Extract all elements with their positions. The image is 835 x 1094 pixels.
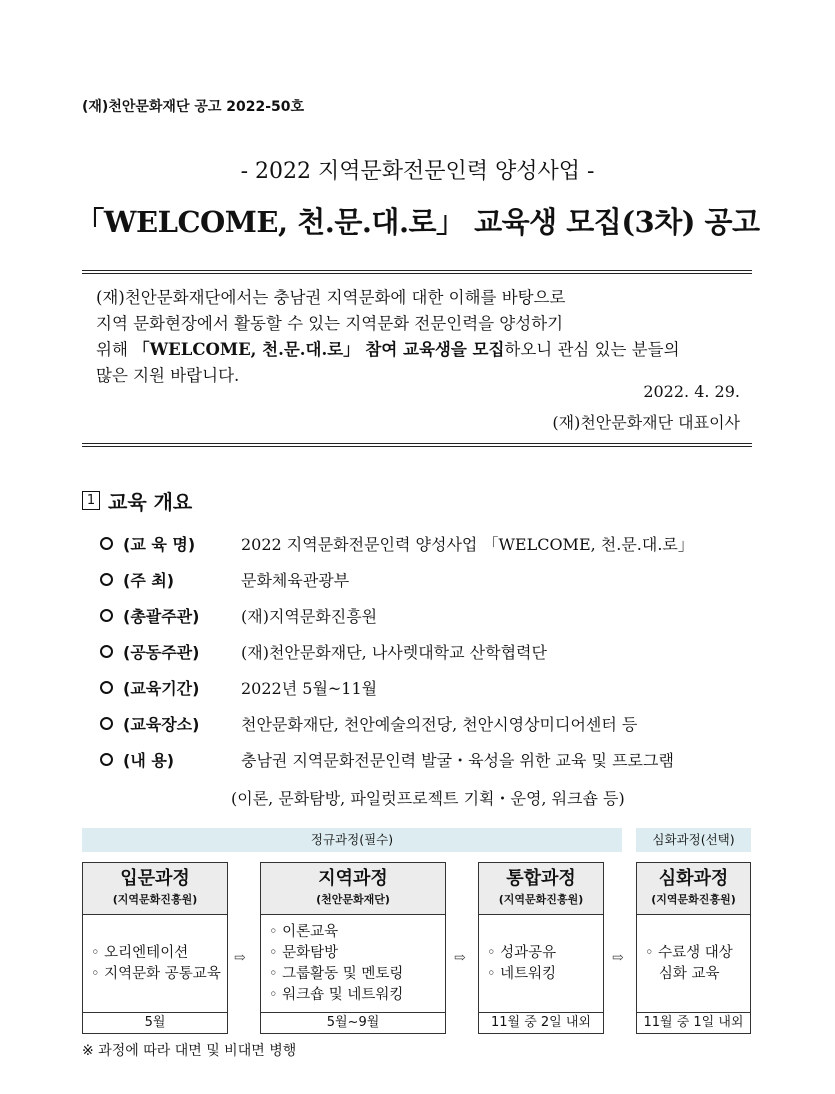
stage-name: 지역과정 [318,868,388,889]
signature: (재)천안문화재단 대표이사 [552,413,740,432]
bullet-circle-icon [100,645,113,658]
stage-item: ◦ 성과공유 [487,944,557,961]
stage-header [637,863,750,915]
intro-line: (재)천안문화재단에서는 충남권 지역문화에 대한 이해를 바탕으로 [96,288,566,307]
stage-item: ◦ 워크숍 및 네트워킹 [269,986,404,1003]
overview-continuation: (이론, 문화탐방, 파일럿프로젝트 기획・운영, 워크숍 등) [231,789,625,808]
section-number-box: 1 [82,491,100,510]
notice-date: 2022. 4. 29. [643,382,740,401]
top-rule-double [82,273,752,274]
stage-body [479,915,603,1012]
footnote: ※ 과정에 따라 대면 및 비대면 병행 [82,1043,297,1059]
stage-name: 입문과정 [120,868,190,889]
bullet-circle-icon [100,717,113,730]
bullet-circle-icon [100,573,113,586]
overview-value: (재)천안문화재단, 나사렛대학교 산학협력단 [241,642,547,662]
overview-label: (교육장소) [123,714,200,734]
stage-item: ◦ 네트워킹 [487,965,557,982]
intro-paragraph [96,285,736,389]
stage-header [479,863,603,915]
stage-body [261,915,445,1012]
arrow-right-icon: ⇨ [234,950,246,966]
stage-org: (지역문화진흥원) [498,893,584,906]
stage-item: ◦ 지역문화 공통교육 [91,965,221,982]
bullet-circle-icon [100,537,113,550]
overview-label: (공동주관) [123,642,200,662]
overview-label: (내 용) [123,750,175,770]
overview-value: 천안문화재단, 천안예술의전당, 천안시영상미디어센터 등 [241,714,638,734]
overview-row [100,530,694,556]
intro-line: 지역 문화현장에서 활동할 수 있는 지역문화 전문인력을 양성하기 [96,314,564,333]
stage-item: ◦ 오리엔테이션 [91,944,189,961]
overview-row [100,746,674,772]
stage-period: 5월~9월 [261,1012,445,1033]
stage-period: 5월 [83,1012,227,1033]
intro-line: 많은 지원 바랍니다. [96,366,240,385]
bullet-circle-icon [100,753,113,766]
overview-label: (총괄주관) [123,606,200,626]
overview-row [100,710,637,736]
arrow-right-icon: ⇨ [454,950,466,966]
intro-line [96,337,736,363]
arrow-right-icon: ⇨ [612,950,624,966]
page-title: 「WELCOME, 천.문.대.로」 교육생 모집(3차) 공고 [75,205,760,239]
notice-number: (재)천안문화재단 공고 2022-50호 [82,99,305,115]
overview-row [100,638,547,664]
stage-body [83,915,227,1012]
stage-org: (지역문화진흥원) [112,893,198,906]
bottom-rule-double [82,446,752,447]
advanced-course-bar: 심화과정(선택) [636,828,751,852]
stage-item: ◦ 수료생 대상 [645,944,733,961]
regular-course-bar: 정규과정(필수) [82,828,622,852]
intro-text: 하오니 관심 있는 분들의 [504,340,680,359]
overview-value: 2022년 5월~11월 [241,678,378,698]
stage-item: ◦ 문화탐방 [269,944,339,961]
intro-emphasis: 「WELCOME, 천.문.대.로」 참여 교육생을 모집 [133,340,505,359]
subtitle: - 2022 지역문화전문인력 양성사업 - [240,159,595,184]
stage-org: (지역문화진흥원) [651,893,736,906]
course-stage [478,862,604,1034]
course-stage [260,862,446,1034]
bullet-circle-icon [100,609,113,622]
overview-row [100,566,349,592]
stage-item: ◦ 이론교육 [269,923,339,940]
bottom-rule [82,443,752,444]
overview-label: (교육기간) [123,678,200,698]
overview-label: (주 최) [123,570,175,590]
overview-value: 2022 지역문화전문인력 양성사업 「WELCOME, 천.문.대.로」 [241,534,694,554]
overview-row [100,602,377,628]
stage-body [637,915,750,1012]
overview-label: (교 육 명) [123,534,196,554]
stage-item: 심화 교육 [645,965,720,982]
stage-period: 11월 중 2일 내외 [479,1012,603,1033]
bullet-circle-icon [100,681,113,694]
top-rule [82,270,752,271]
stage-org: (천안문화재단) [316,893,390,906]
course-stage [636,862,751,1034]
stage-period: 11월 중 1일 내외 [637,1012,750,1033]
overview-row [100,674,377,700]
overview-value: 충남권 지역문화전문인력 발굴・육성을 위한 교육 및 프로그램 [241,750,674,770]
stage-name: 심화과정 [658,868,729,889]
overview-value: 문화체육관광부 [241,570,350,590]
overview-value: (재)지역문화진흥원 [241,606,378,626]
intro-text: 위해 [96,340,134,359]
stage-name: 통합과정 [506,868,576,889]
stage-item: ◦ 그룹활동 및 멘토링 [269,965,404,982]
stage-header [261,863,445,915]
course-stage [82,862,228,1034]
section-title: 교육 개요 [108,490,193,514]
stage-header [83,863,227,915]
